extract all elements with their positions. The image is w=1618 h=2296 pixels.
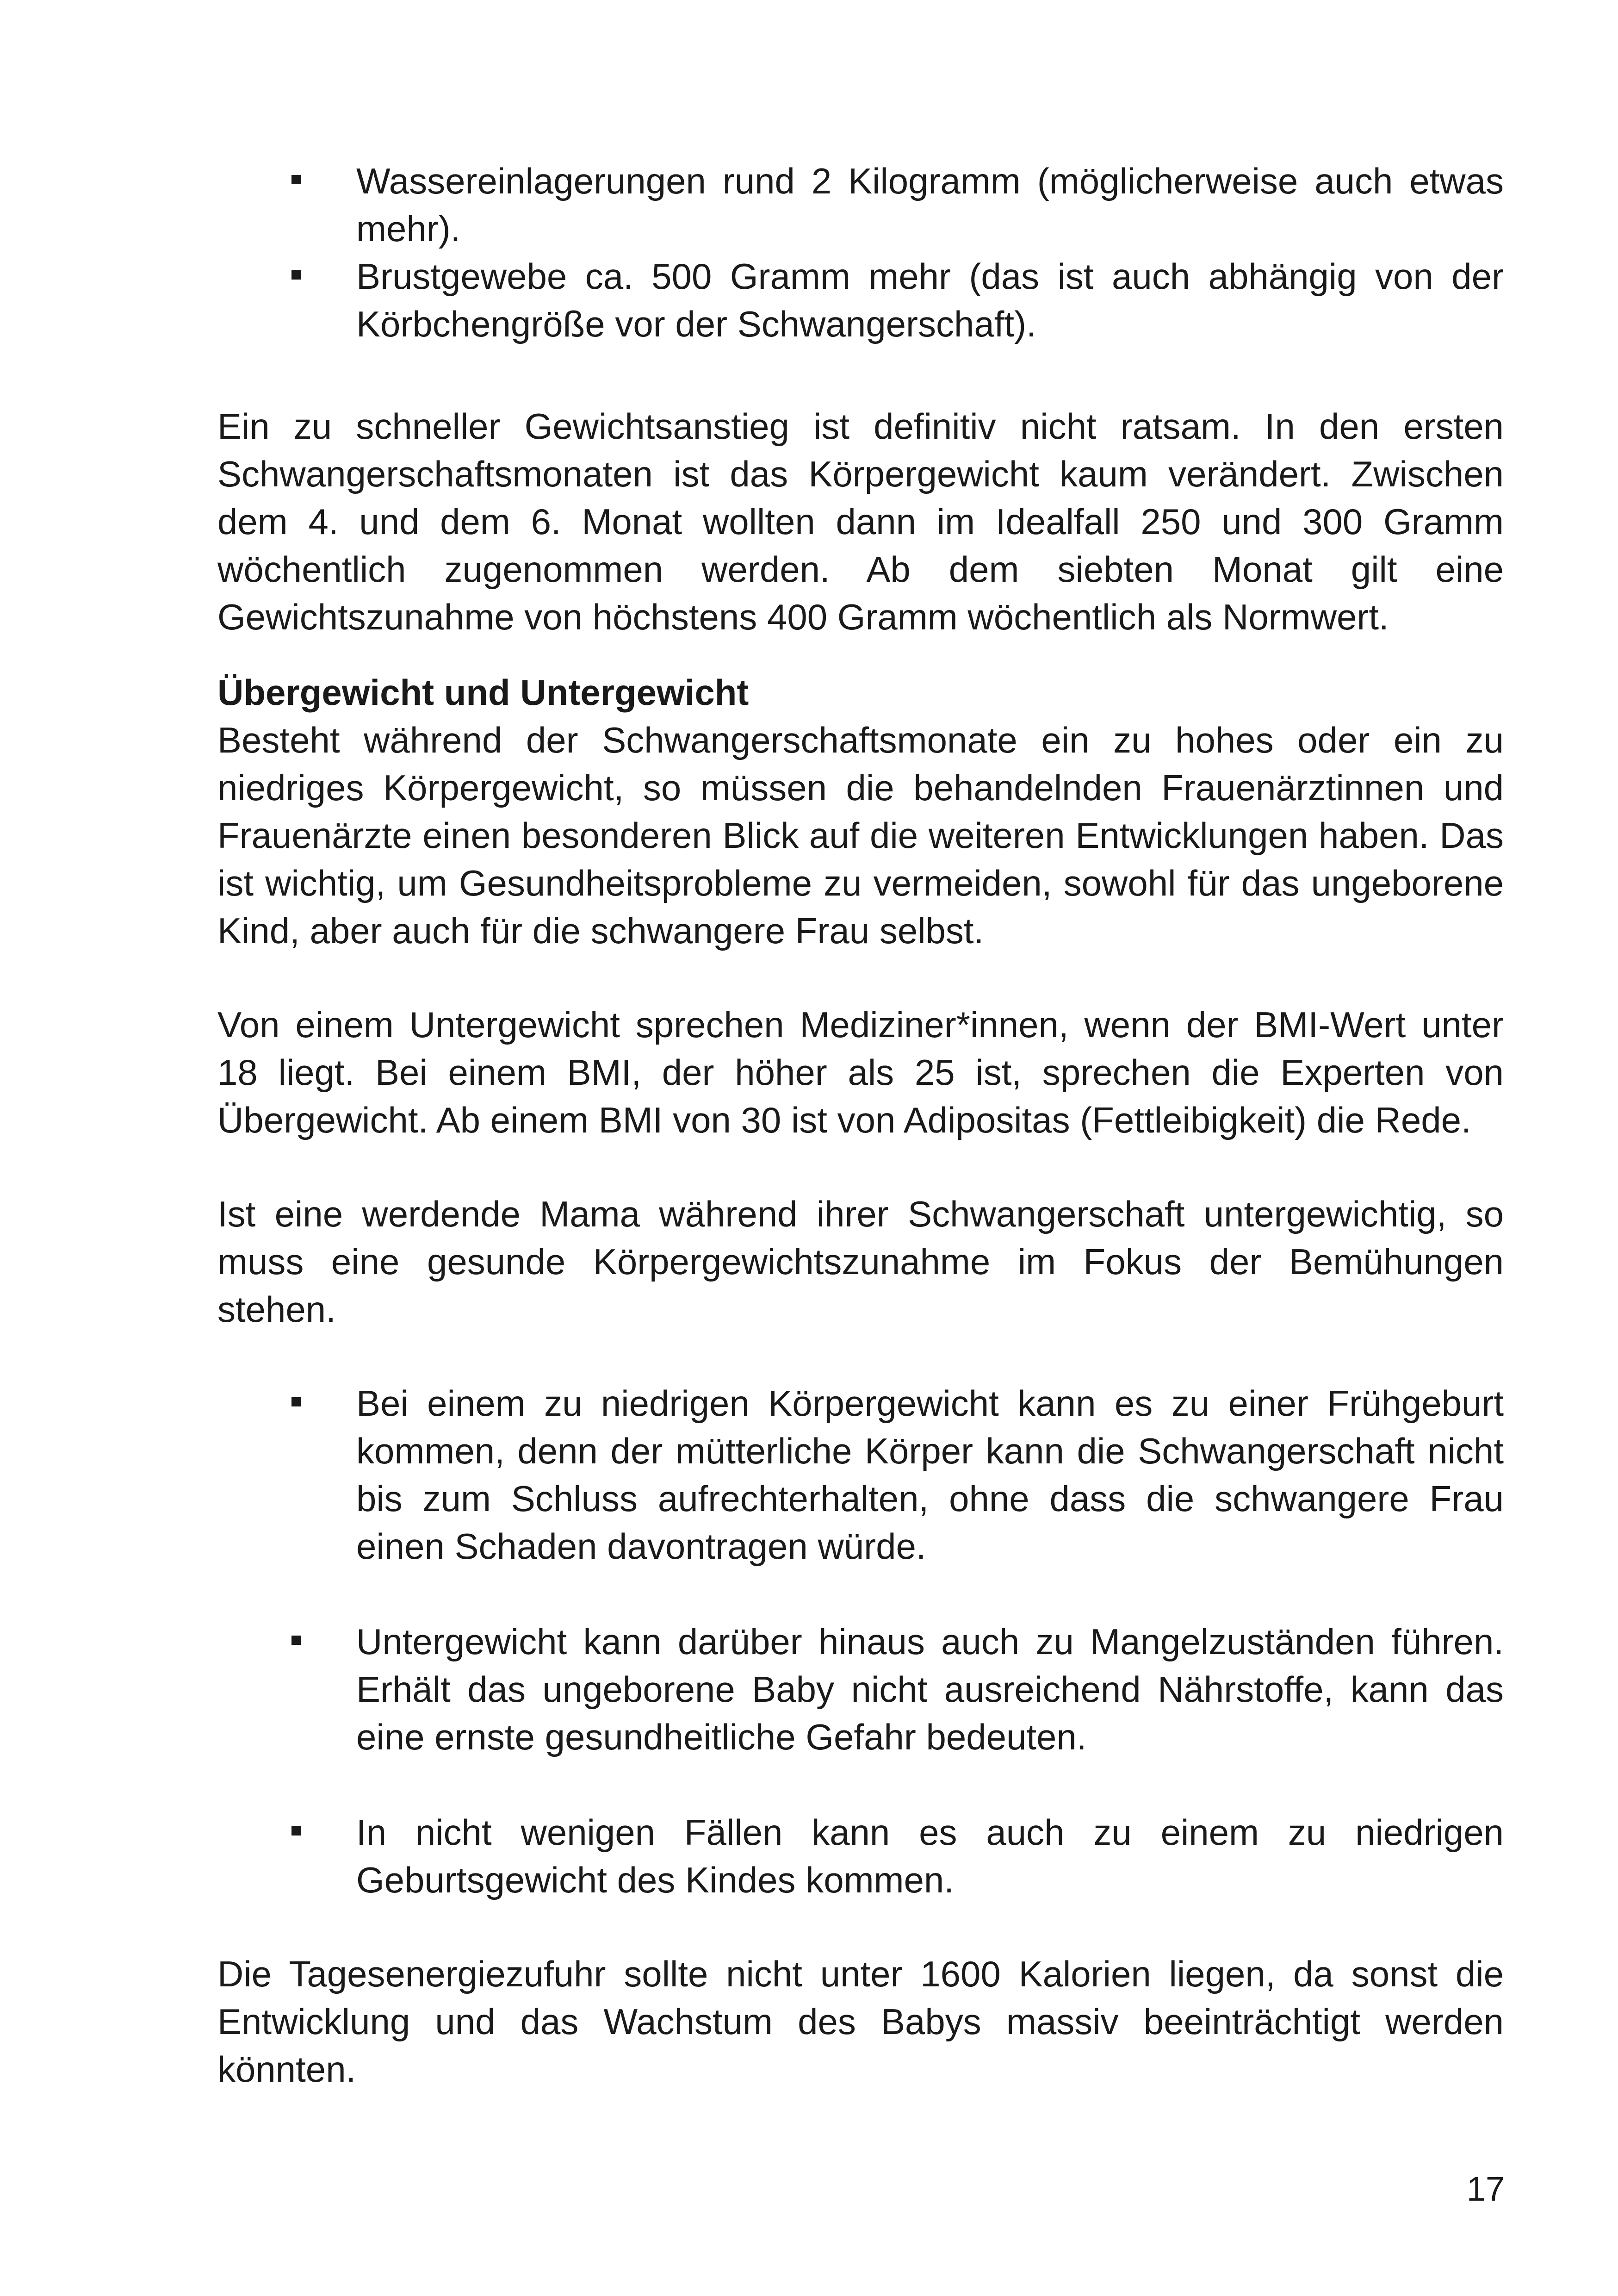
paragraph-intro: Besteht während der Schwangerschaftsmonate ein zu hohes oder ein zu niedriges Körpergewicht, so müssen die behandelnden Frauenärztinnen und Frauenärzte einen besonderen Blick auf die weiteren Entwicklungen haben. Das ist wichtig, um Gesundheitsprobleme zu vermeiden, sowohl für das ungeborene Kind, aber auch für die schwangere Frau selbst. (217, 720, 1504, 951)
list-item (217, 1618, 1504, 1761)
list-item (217, 253, 1504, 348)
page-content (217, 157, 1504, 2093)
list-item (217, 157, 1504, 253)
square-bullet-icon (291, 175, 301, 184)
list-item-text: Wassereinlagerungen rund 2 Kilogramm (möglicherweise auch etwas mehr). (356, 161, 1504, 249)
square-bullet-icon (291, 1636, 301, 1645)
bullet-list-risks (217, 1380, 1504, 1904)
section-heading: Übergewicht und Untergewicht (217, 672, 749, 713)
square-bullet-icon (291, 1826, 301, 1836)
paragraph-calories: Die Tagesenergiezufuhr sollte nicht unter 1600 Kalorien liegen, da sonst die Entwicklung und das Wachstum des Babys massiv beeinträchtigt werden könnten. (217, 1954, 1504, 2090)
bullet-list-weight-components (217, 157, 1504, 348)
list-item-text: In nicht wenigen Fällen kann es auch zu einem zu niedrigen Geburtsgewicht des Kindes kommen. (356, 1812, 1504, 1900)
paragraph-underweight: Ist eine werdende Mama während ihrer Schwangerschaft untergewichtig, so muss eine gesunde Körpergewichtszunahme im Fokus der Bemühungen stehen. (217, 1194, 1504, 1330)
list-item (217, 1809, 1504, 1904)
list-item (217, 1380, 1504, 1570)
list-item-text: Untergewicht kann darüber hinaus auch zu Mangelzuständen führen. Erhält das ungeborene Baby nicht ausreichend Nährstoffe, kann das eine ernste gesundheitliche Gefahr bedeuten. (356, 1621, 1504, 1757)
square-bullet-icon (291, 1397, 301, 1406)
list-item-text: Bei einem zu niedrigen Körpergewicht kann es zu einer Frühgeburt kommen, denn der mütterliche Körper kann die Schwangerschaft nicht bis zum Schluss aufrechterhalten, ohne dass die schwangere Frau einen Schaden davontragen würde. (356, 1383, 1504, 1567)
square-bullet-icon (291, 270, 301, 280)
list-item-text: Brustgewebe ca. 500 Gramm mehr (das ist auch abhängig von der Körbchengröße vor der Schwangerschaft). (356, 256, 1504, 344)
paragraph-weight-gain: Ein zu schneller Gewichtsanstieg ist definitiv nicht ratsam. In den ersten Schwangerschaftsmonaten ist das Körpergewicht kaum verändert. Zwischen dem 4. und dem 6. Monat wollten dann im Idealfall 250 und 300 Gramm wöchentlich zugenommen werden. Ab dem siebten Monat gilt eine Gewichtszunahme von höchstens 400 Gramm wöchentlich als Normwert. (217, 406, 1504, 637)
page-number: 17 (1466, 2170, 1505, 2208)
paragraph-bmi: Von einem Untergewicht sprechen Mediziner*innen, wenn der BMI-Wert unter 18 liegt. Bei einem BMI, der höher als 25 ist, sprechen die Experten von Übergewicht. Ab einem BMI von 30 ist von Adipositas (Fettleibigkeit) die Rede. (217, 1004, 1504, 1140)
